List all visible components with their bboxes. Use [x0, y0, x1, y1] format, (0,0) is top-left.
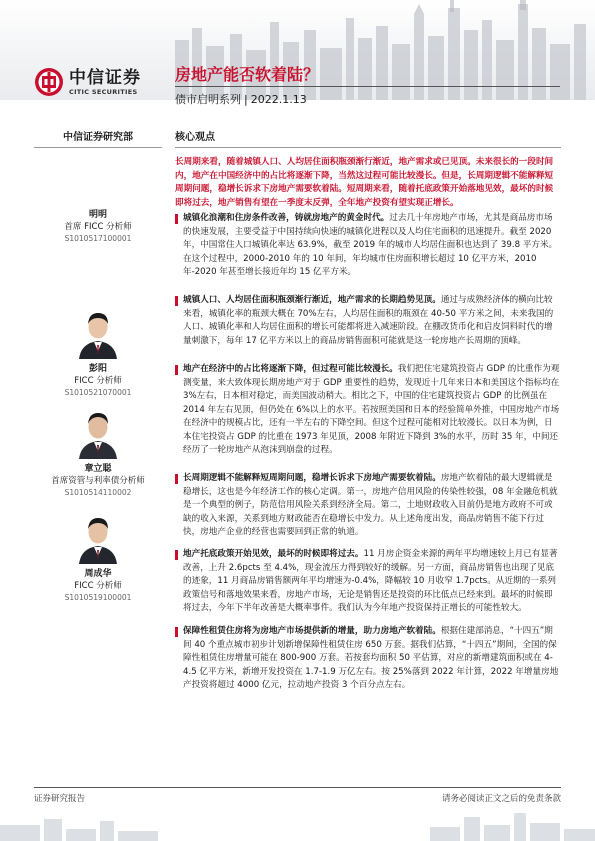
logo-chinese-text: 中信证券 [69, 67, 141, 88]
core-views-title: 核心观点 [175, 128, 561, 148]
series-name: 债市启明系列 [175, 93, 241, 106]
section-marker-icon [175, 550, 178, 560]
footer-disclaimer-note: 请务必阅读正文之后的免责条款 [441, 794, 561, 804]
section-marker-icon [175, 627, 178, 637]
view-section [175, 212, 561, 280]
analyst-id: S1010517100001 [64, 234, 132, 243]
analyst-sidebar [34, 128, 162, 148]
section-heading: 城镇化浪潮和住房条件改善，铸就房地产的黄金时代。 [183, 213, 390, 223]
analyst-card [34, 305, 162, 398]
section-heading: 长周期逻辑不能解释短周期问题，稳增长诉求下房地产需要软着陆。 [183, 473, 441, 483]
department-title: 中信证券研究部 [34, 128, 162, 148]
analyst-role: 首席 FICC 分析师 [64, 222, 132, 232]
section-marker-icon [175, 214, 178, 224]
analyst-id: S1010521070001 [64, 388, 132, 397]
analyst-name: 章立聪 [84, 464, 112, 474]
view-section [175, 472, 561, 540]
section-body: 房地产软着陆的最大逻辑就是稳增长，这也是今年经济工作的核心定调。第一，房地产信用风险的传染性较强，08 年金融危机就是一个典型的例子，防范信用风险关系到经济全局。第二，土地财政收入目前仍是地方政府不可或缺的收入来源，关系到地方财政能否在稳增长中发力。从上述角度出发，商品房销售不能下行过快，房地产企业的经营也需要回到正常的轨道。 [183, 473, 558, 538]
footer-skyline-image [0, 805, 595, 841]
section-heading: 保障性租赁住房将为房地产市场提供新的增量，助力房地产软着陆。 [183, 626, 441, 636]
series-date-line: 债市启明系列 | 2022.1.13 [175, 93, 307, 106]
analyst-avatar [75, 405, 121, 459]
report-title: 房地产能否软着陆？ [175, 65, 320, 84]
citic-logo-mark-icon [34, 67, 64, 97]
section-heading: 城镇人口、人均居住面积瓶颈渐行渐近，地产需求的长期趋势见顶。 [183, 295, 441, 305]
view-section [175, 363, 561, 458]
section-body: 通过与成熟经济体的横向比较来看，城镇化率的瓶颈大概在 70%左右，人均居住面积的瓶颈在 40-50 平方米之间，未来我国的人口、城镇化率和人均居住面积的增长可能都将进入减速阶段。在棚改货币化和启皮饲料时代的增量刺激下，每年 17 亿平方米以上的商品房销售面积可能就是这一轮房地产长周期的顶峰。 [183, 295, 554, 346]
title-divider [175, 86, 560, 87]
section-marker-icon [175, 296, 178, 306]
analyst-avatar [75, 510, 121, 564]
summary-paragraph: 长周期来看，随着城镇人口、人均居住面积瓶颈渐行渐近，地产需求或已见顶。未来很长的一段时间内，地产在中国经济中的占比将逐渐下降，当然这过程可能比较漫长。但是，长周期逻辑不能解释短周期问题，稳增长诉求下房地产需要软着陆。短周期来看，随着托底政策开始落地见效，最坏的时候即将过去，地产销售有望在一季度末反弹，全年地产投资有望实现正增长。 [175, 157, 554, 208]
section-marker-icon [175, 365, 178, 375]
section-body: 根据住建部消息，“十四五”期间 40 个重点城市初步计划新增保障性租赁住房 650 万套。据我们估算，“十四五”期间，全国的保障性租赁住房增量可能在 800-900 万套。若按套均面积 50 平估算，对应的新增建筑面积或在 4-4.5 亿平方米，新增开发投资在 1.7-1.9 万亿左右。按 25%落到 2022 年计算，2022 年增量房地产投资将超过 4000 亿元，拉动地产投资 3 个百分点左右。 [183, 626, 559, 691]
view-section [175, 625, 561, 693]
core-views-panel [175, 128, 561, 210]
section-body: 过去几十年房地产市场，尤其是商品房市场的快速发展，主要受益于中国持续向快速的城镇化进程以及人均住宅面积的迅速提升。截至 2020 年，中国常住人口城镇化率达 63.9%，截至 2019 年的城市人均居住面积也达到了 39.8 平方米。在这个过程中，2000-2010 年的 10 年间，年均城市住房面积增长超过 10 亿平方米，2010 年-2020 年甚至增长接近年均 15 亿平方米。 [183, 213, 558, 278]
section-marker-icon [175, 474, 178, 484]
analyst-card [34, 510, 162, 603]
section-body: 我们把住宅建筑投资占 GDP 的比重作为观测变量，来大致体现长期房地产对于 GDP 重要性的趋势，发现近十几年来日本和美国这个指标均在 3%左右，日本相对稳定，而美国波动稍大。相比之下，中国的住宅建筑投资占 GDP 的比例虽在 2014 年左右见顶，但仍处在 6%以上的水平。若按照美国和日本的经验简单外推，中国房地产市场在经济中的规模占比，还有一半左右的下降空间。但这个过程可能相对比较漫长。以日本为例，日本住宅投资占 GDP 的比重在 1973 年见顶，2008 年附近下降到 3%的水平，历时 35 年，中间还经历了一轮房地产从泡沫到崩盘的过程。 [183, 364, 560, 456]
logo-english-text: CITIC SECURITIES [69, 87, 138, 96]
analyst-name: 周成华 [84, 569, 112, 579]
analyst-card [34, 405, 162, 498]
analyst-id: S1010519100001 [64, 593, 132, 602]
section-heading: 地产在经济中的占比将逐渐下降，但过程可能比较漫长。 [183, 364, 398, 374]
report-date: 2022.1.13 [250, 93, 307, 106]
analyst-name: 彭阳 [88, 364, 107, 374]
analyst-name: 明明 [88, 210, 107, 220]
section-heading: 地产托底政策开始见效，最坏的时候即将过去。 [183, 549, 364, 559]
view-section [175, 294, 561, 348]
footer-report-type: 证券研究报告 [34, 794, 86, 804]
footer-divider [34, 787, 561, 788]
analyst-avatar [75, 305, 121, 359]
view-section [175, 548, 561, 616]
citic-logo [34, 64, 164, 100]
analyst-role: FICC 分析师 [74, 376, 122, 386]
section-body: 11 月房企资金来源的两年平均增速较上月已有显著改善，上升 2.6pcts 至 4.4%，现金流压力得到较好的缓解。另一方面，商品房销售也出现了见底的迹象，11 月商品房销售额两年平均增速为-0.4%，降幅较 10 月收窄 1.7pcts。从近期的一系列政策信号和落地效果来看，房地产市场，无论是销售还是投资的环比低点已经来到。最坏的时候即将过去，今年下半年改善是大概率事件。我们认为今年地产投资保持正增长的可能性较大。 [183, 549, 558, 614]
analyst-card [34, 205, 162, 244]
analyst-id: S1010514110002 [64, 488, 132, 497]
analyst-role: FICC 分析师 [74, 581, 122, 591]
analyst-role: 首席资管与利率债分析师 [51, 476, 145, 486]
